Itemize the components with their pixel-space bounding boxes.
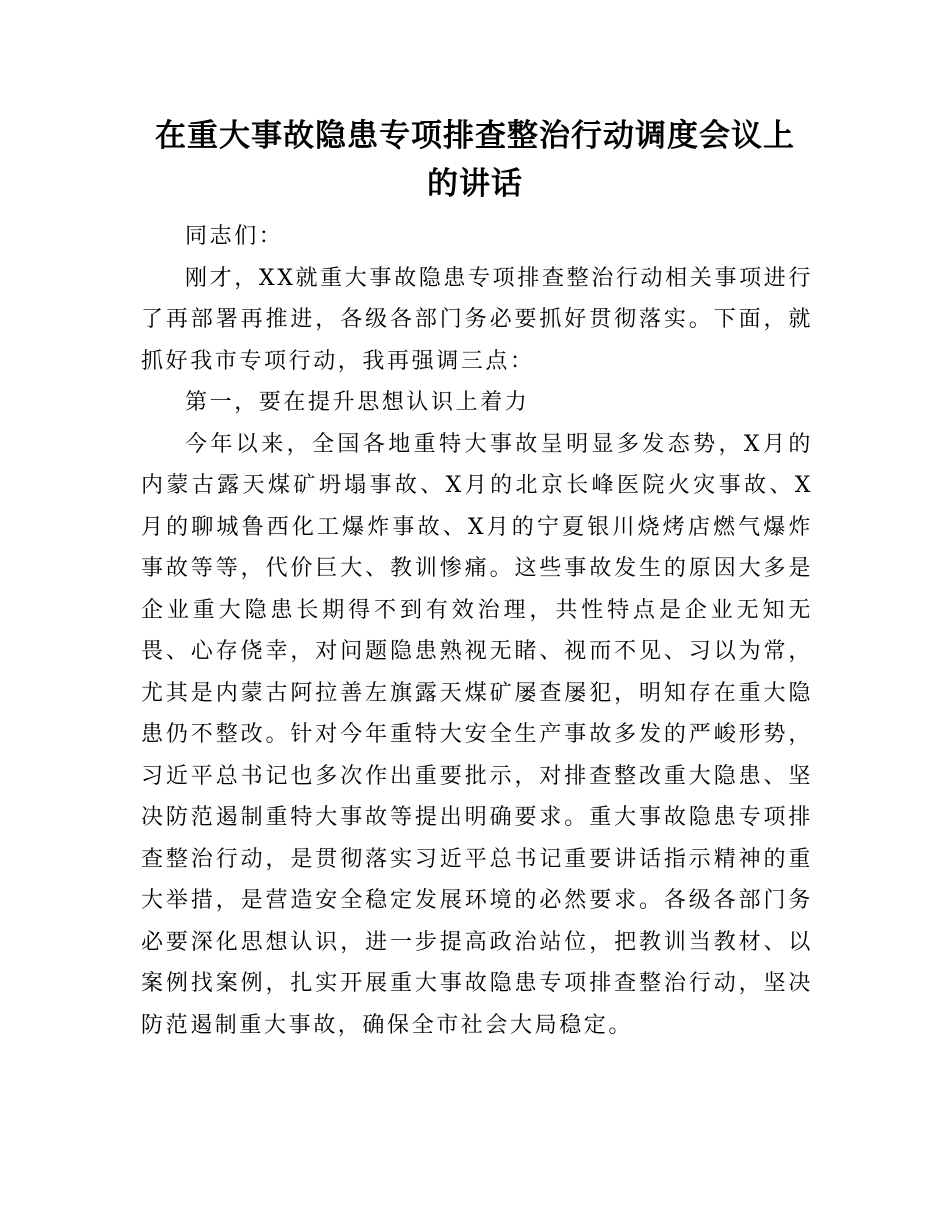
- paragraph-body: 今年以来，全国各地重特大事故呈明显多发态势，X月的内蒙古露天煤矿坍塌事故、X月的北京长峰医院火灾事故、X月的聊城鲁西化工爆炸事故、X月的宁夏银川烧烤店燃气爆炸事故等等，代价巨大、教训惨痛。这些事故发生的原因大多是企业重大隐患长期得不到有效治理，共性特点是企业无知无畏、心存侥幸，对问题隐患熟视无睹、视而不见、习以为常，尤其是内蒙古阿拉善左旗露天煤矿屡查屡犯，明知存在重大隐患仍不整改。针对今年重特大安全生产事故多发的严峻形势，习近平总书记也多次作出重要批示，对排查整改重大隐患、坚决防范遏制重特大事故等提出明确要求。重大事故隐患专项排查整治行动，是贯彻落实习近平总书记重要讲话指示精神的重大举措，是营造安全稳定发展环境的必然要求。各级各部门务必要深化思想认识，进一步提高政治站位，把教训当教材、以案例找案例，扎实开展重大事故隐患专项排查整治行动，坚决防范遏制重大事故，确保全市社会大局稳定。: [141, 431, 813, 1038]
- document-body: [141, 216, 813, 1046]
- paragraph-intro: 刚才，XX就重大事故隐患专项排查整治行动相关事项进行了再部署再推进，各级各部门务必要抓好贯彻落实。下面，就抓好我市专项行动，我再强调三点：: [141, 265, 813, 374]
- salutation: 同志们：: [185, 224, 284, 249]
- section-heading-first: 第一，要在提升思想认识上着力: [185, 390, 530, 415]
- document-title: 在重大事故隐患专项排查整治行动调度会议上的讲话: [155, 118, 795, 202]
